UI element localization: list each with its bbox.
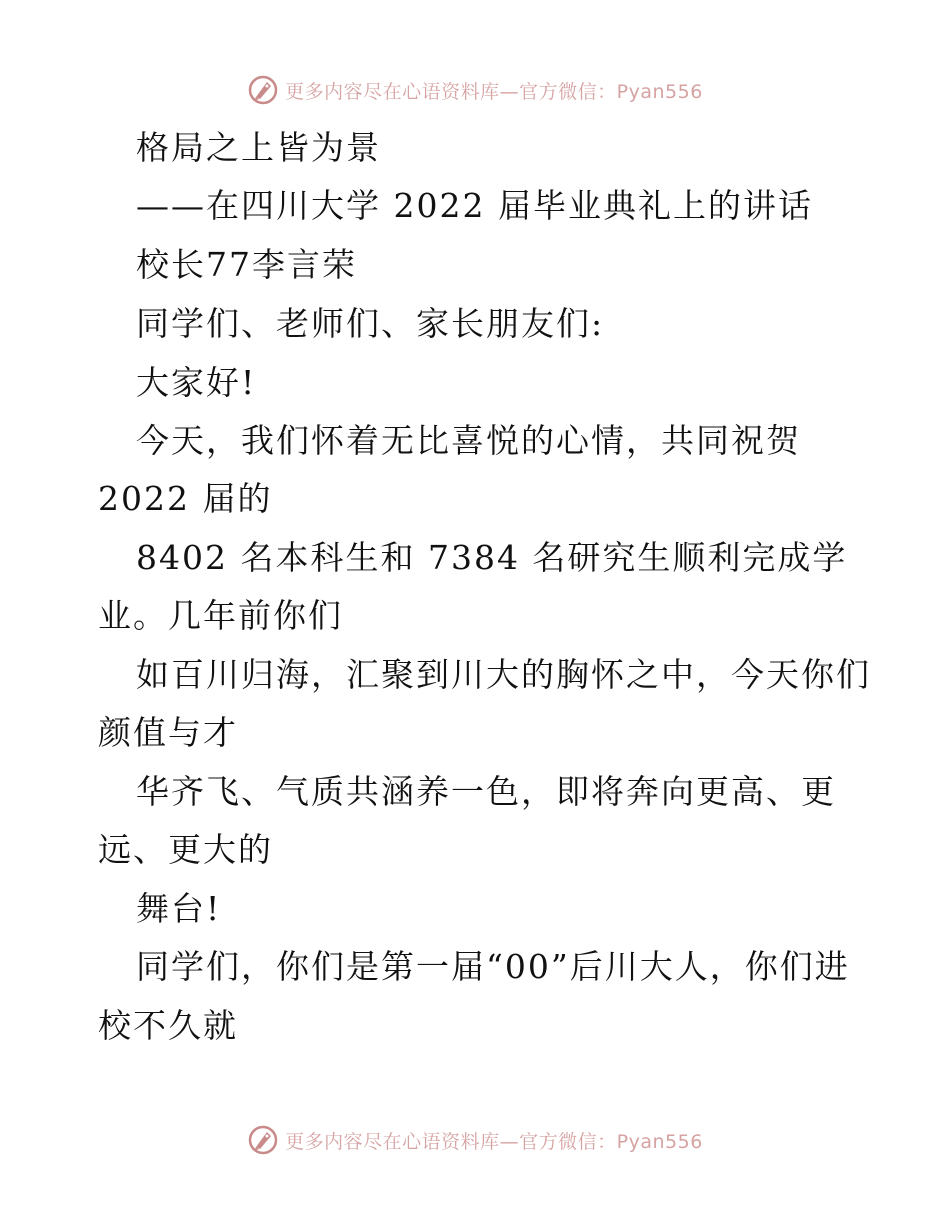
speech-subtitle: ——在四川大学 2022 届毕业典礼上的讲话 xyxy=(136,186,813,225)
speech-title: 格局之上皆为景 xyxy=(136,128,381,167)
paragraph-line: 同学们，你们是第一届“00”后川大人，你们进 xyxy=(136,947,850,986)
paragraph-line: 舞台! xyxy=(136,889,222,928)
paragraph-line: 2022 届的 xyxy=(98,479,273,518)
footer-watermark xyxy=(0,1120,950,1160)
paragraph-line: 如百川归海，汇聚到川大的胸怀之中，今天你们 xyxy=(136,655,871,694)
paragraph-line: 颜值与才 xyxy=(98,713,238,752)
paragraph-line: 远、更大的 xyxy=(98,830,273,869)
paragraph-line: 今天，我们怀着无比喜悦的心情，共同祝贺 xyxy=(136,421,801,460)
pen-nib-logo-icon xyxy=(247,74,279,106)
salutation: 同学们、老师们、家长朋友们: xyxy=(136,304,605,343)
pen-nib-logo-icon xyxy=(247,1124,279,1156)
header-watermark xyxy=(0,70,950,110)
speaker-line: 校长77李言荣 xyxy=(136,245,357,284)
paragraph-line: 8402 名本科生和 7384 名研究生顺利完成学 xyxy=(136,538,848,577)
paragraph-line: 华齐飞、气质共涵养一色，即将奔向更高、更 xyxy=(136,772,836,811)
paragraph-line: 业。几年前你们 xyxy=(98,596,343,635)
paragraph-line: 校不久就 xyxy=(98,1006,238,1045)
watermark-text: 更多内容尽在心语资料库—官方微信：Pyan556 xyxy=(285,1130,703,1153)
greeting: 大家好! xyxy=(136,363,257,402)
watermark-text: 更多内容尽在心语资料库—官方微信：Pyan556 xyxy=(285,80,703,103)
